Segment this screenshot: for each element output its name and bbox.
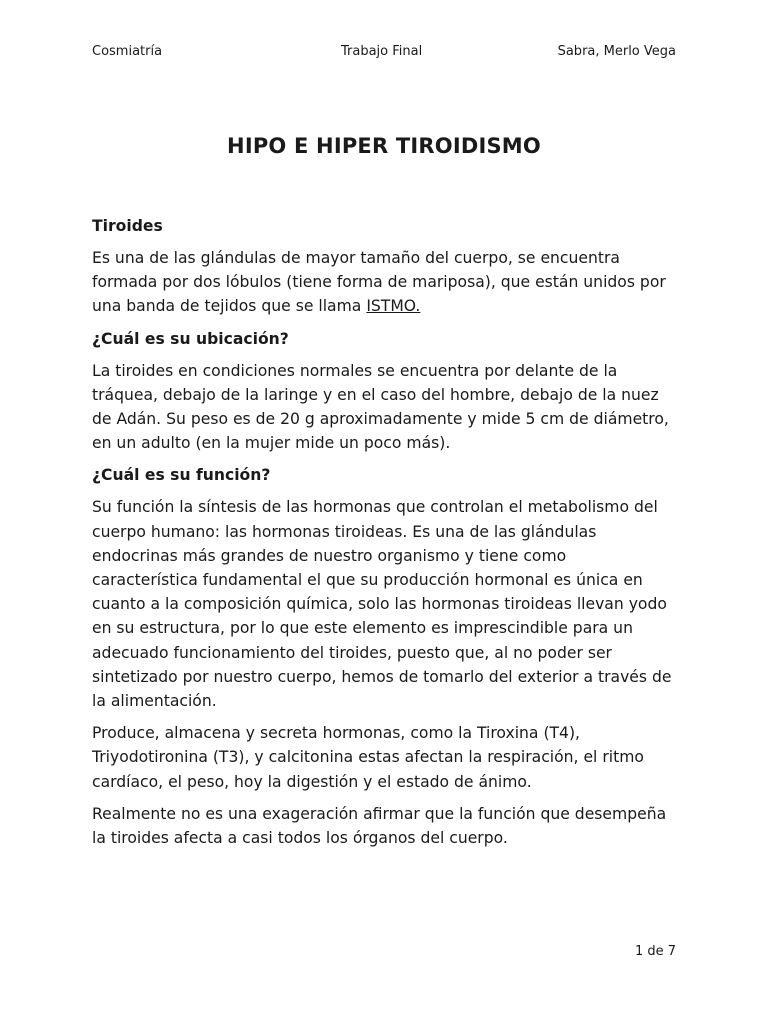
document-title: HIPO E HIPER TIROIDISMO: [227, 134, 541, 158]
page-header: [92, 44, 676, 62]
paragraph-funcion-3: Realmente no es una exageración afirmar que la función que desempeña la tiroides afecta a casi todos los órganos del cuerpo.: [92, 804, 667, 848]
header-document-type: Trabajo Final: [341, 44, 423, 59]
paragraph-funcion-1: Su función la síntesis de las hormonas que controlan el metabolismo del cuerpo humano: las hormonas tiroideas. Es una de las glándulas endocrinas más grandes de nuestro organismo y tiene como característica fundamental el que su producción hormonal es única en cuanto a la composición química, solo las hormonas tiroideas llevan yodo en su estructura, por lo que este elemento es imprescindible para un adecuado funcionamiento del tiroides, puesto que, al no poder ser sintetizado por nuestro cuerpo, hemos de tomarlo del exterior a través de la alimentación.: [92, 498, 672, 711]
header-authors: Sabra, Merlo Vega: [557, 44, 676, 59]
section-heading-tiroides: Tiroides: [92, 217, 163, 235]
paragraph-tiroides: [92, 246, 676, 319]
page-number: 1 de 7: [634, 944, 676, 959]
term-istmo: ISTMO.: [366, 297, 421, 316]
section-heading-ubicacion: ¿Cuál es su ubicación?: [92, 329, 289, 348]
document-body: [92, 214, 676, 858]
section-heading-funcion: ¿Cuál es su función?: [92, 466, 271, 485]
paragraph-ubicacion: La tiroides en condiciones normales se encuentra por delante de la tráquea, debajo de la laringe y en el caso del hombre, debajo de la nuez de Adán. Su peso es de 20 g aproximadamente y mide 5 cm de diámetro, en un adulto (en la mujer mide un poco más).: [92, 361, 669, 453]
paragraph-tiroides-text: Es una de las glándulas de mayor tamaño del cuerpo, se encuentra formada por dos lóbulos (tiene forma de mariposa), que están unidos por una banda de tejidos que se llama: [92, 249, 666, 316]
header-subject: Cosmiatría: [92, 44, 163, 59]
paragraph-funcion-2: Produce, almacena y secreta hormonas, como la Tiroxina (T4), Triyodotironina (T3), y calcitonina estas afectan la respiración, el ritmo cardíaco, el peso, hoy la digestión y el estado de ánimo.: [92, 724, 644, 791]
